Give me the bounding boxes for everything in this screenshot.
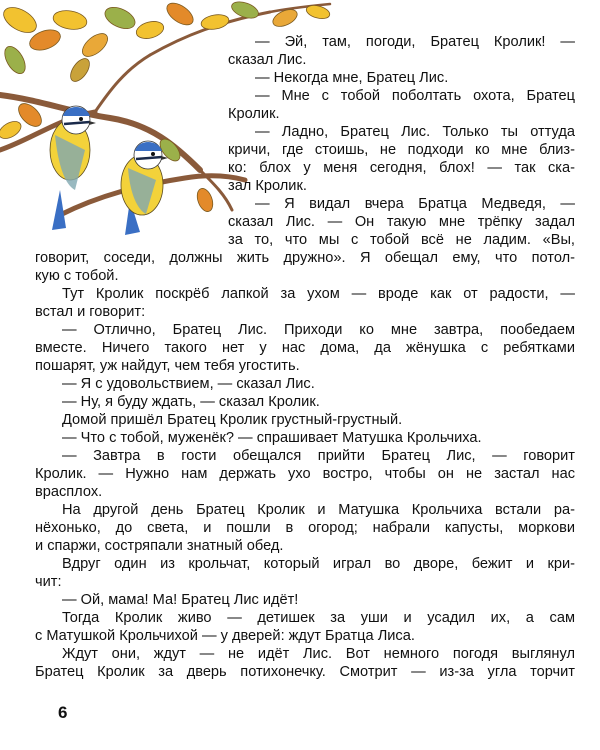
text-line: — Ну, я буду ждать, — сказал Кролик.: [62, 394, 320, 410]
text-line: пошарят, уж найдут, чем тебя угостить.: [35, 358, 300, 374]
text-line: Братец Кролик за дверь потихонечку. Смотрит — из-за угла торчит: [35, 664, 575, 680]
text-line: — Эй, там, погоди, Братец Кролик! —: [255, 34, 575, 50]
text-line: Кролик.: [228, 106, 280, 122]
text-line: Тогда Кролик живо — детишек за уши и усадил их, а сам: [62, 610, 575, 626]
text-line: вместе. Ничего такого нет у нас дома, да жёнушка с ребятками: [35, 340, 575, 356]
text-line: Вдруг один из крольчат, который играл во дворе, бежит и кри-: [62, 556, 575, 572]
text-line: кричи, где стоишь, не подходи ко мне близ-: [228, 142, 575, 158]
text-line: Тут Кролик поскрёб лапкой за ухом — вроде как от радости, —: [62, 286, 575, 302]
text-line: чит:: [35, 574, 62, 590]
text-line: — Я с удовольствием, — сказал Лис.: [62, 376, 315, 392]
text-line: сказал Лис. — Он такую мне трёпку задал: [228, 214, 575, 230]
text-line: Ждут они, ждут — не идёт Лис. Вот немного погодя выглянул: [62, 646, 575, 662]
text-line: нёхонько, до света, и пошли в огород; набрали капусты, моркови: [35, 520, 575, 536]
text-line: — Что с тобой, муженёк? — спрашивает Матушка Крольчиха.: [62, 430, 482, 446]
text-line: — Я видал вчера Братца Медведя, —: [255, 196, 575, 212]
text-line: говорит, соседи, должны жить дружно». Я обещал ему, что потол-: [35, 250, 575, 266]
text-line: за то, что мы с тобой всё не ладим. «Вы,: [228, 232, 575, 248]
text-line: — Ладно, Братец Лис. Только ты оттуда: [255, 124, 575, 140]
text-line: — Завтра в гости обещался прийти Братец Лис, — говорит: [62, 448, 575, 464]
page-number: 6: [58, 703, 68, 722]
text-line: и спаржи, состряпали знатный обед.: [35, 538, 284, 554]
text-line: Домой пришёл Братец Кролик грустный-грустный.: [62, 412, 403, 428]
text-line: встал и говорит:: [35, 304, 146, 320]
text-line: зал Кролик.: [228, 178, 307, 194]
text-line: кую с тобой.: [35, 268, 119, 284]
text-line: — Ой, мама! Ма! Братец Лис идёт!: [62, 592, 299, 608]
text-line: с Матушкой Крольчихой — у дверей: ждут Братца Лиса.: [35, 628, 415, 644]
text-line: Кролик. — Нужно нам держать ухо востро, чтобы он не застал нас: [35, 466, 575, 482]
text-line: На другой день Братец Кролик и Матушка Крольчиха встали ра-: [62, 502, 575, 518]
text-line: ко: блох у меня сегодня, блох! — так ска-: [228, 160, 575, 176]
text-line: сказал Лис.: [228, 52, 307, 68]
text-line: врасплох.: [35, 484, 103, 500]
text-line: — Некогда мне, Братец Лис.: [255, 70, 449, 86]
text-line: — Отлично, Братец Лис. Приходи ко мне завтра, пообедаем: [62, 322, 575, 338]
text-line: — Мне с тобой поболтать охота, Братец: [255, 88, 575, 104]
